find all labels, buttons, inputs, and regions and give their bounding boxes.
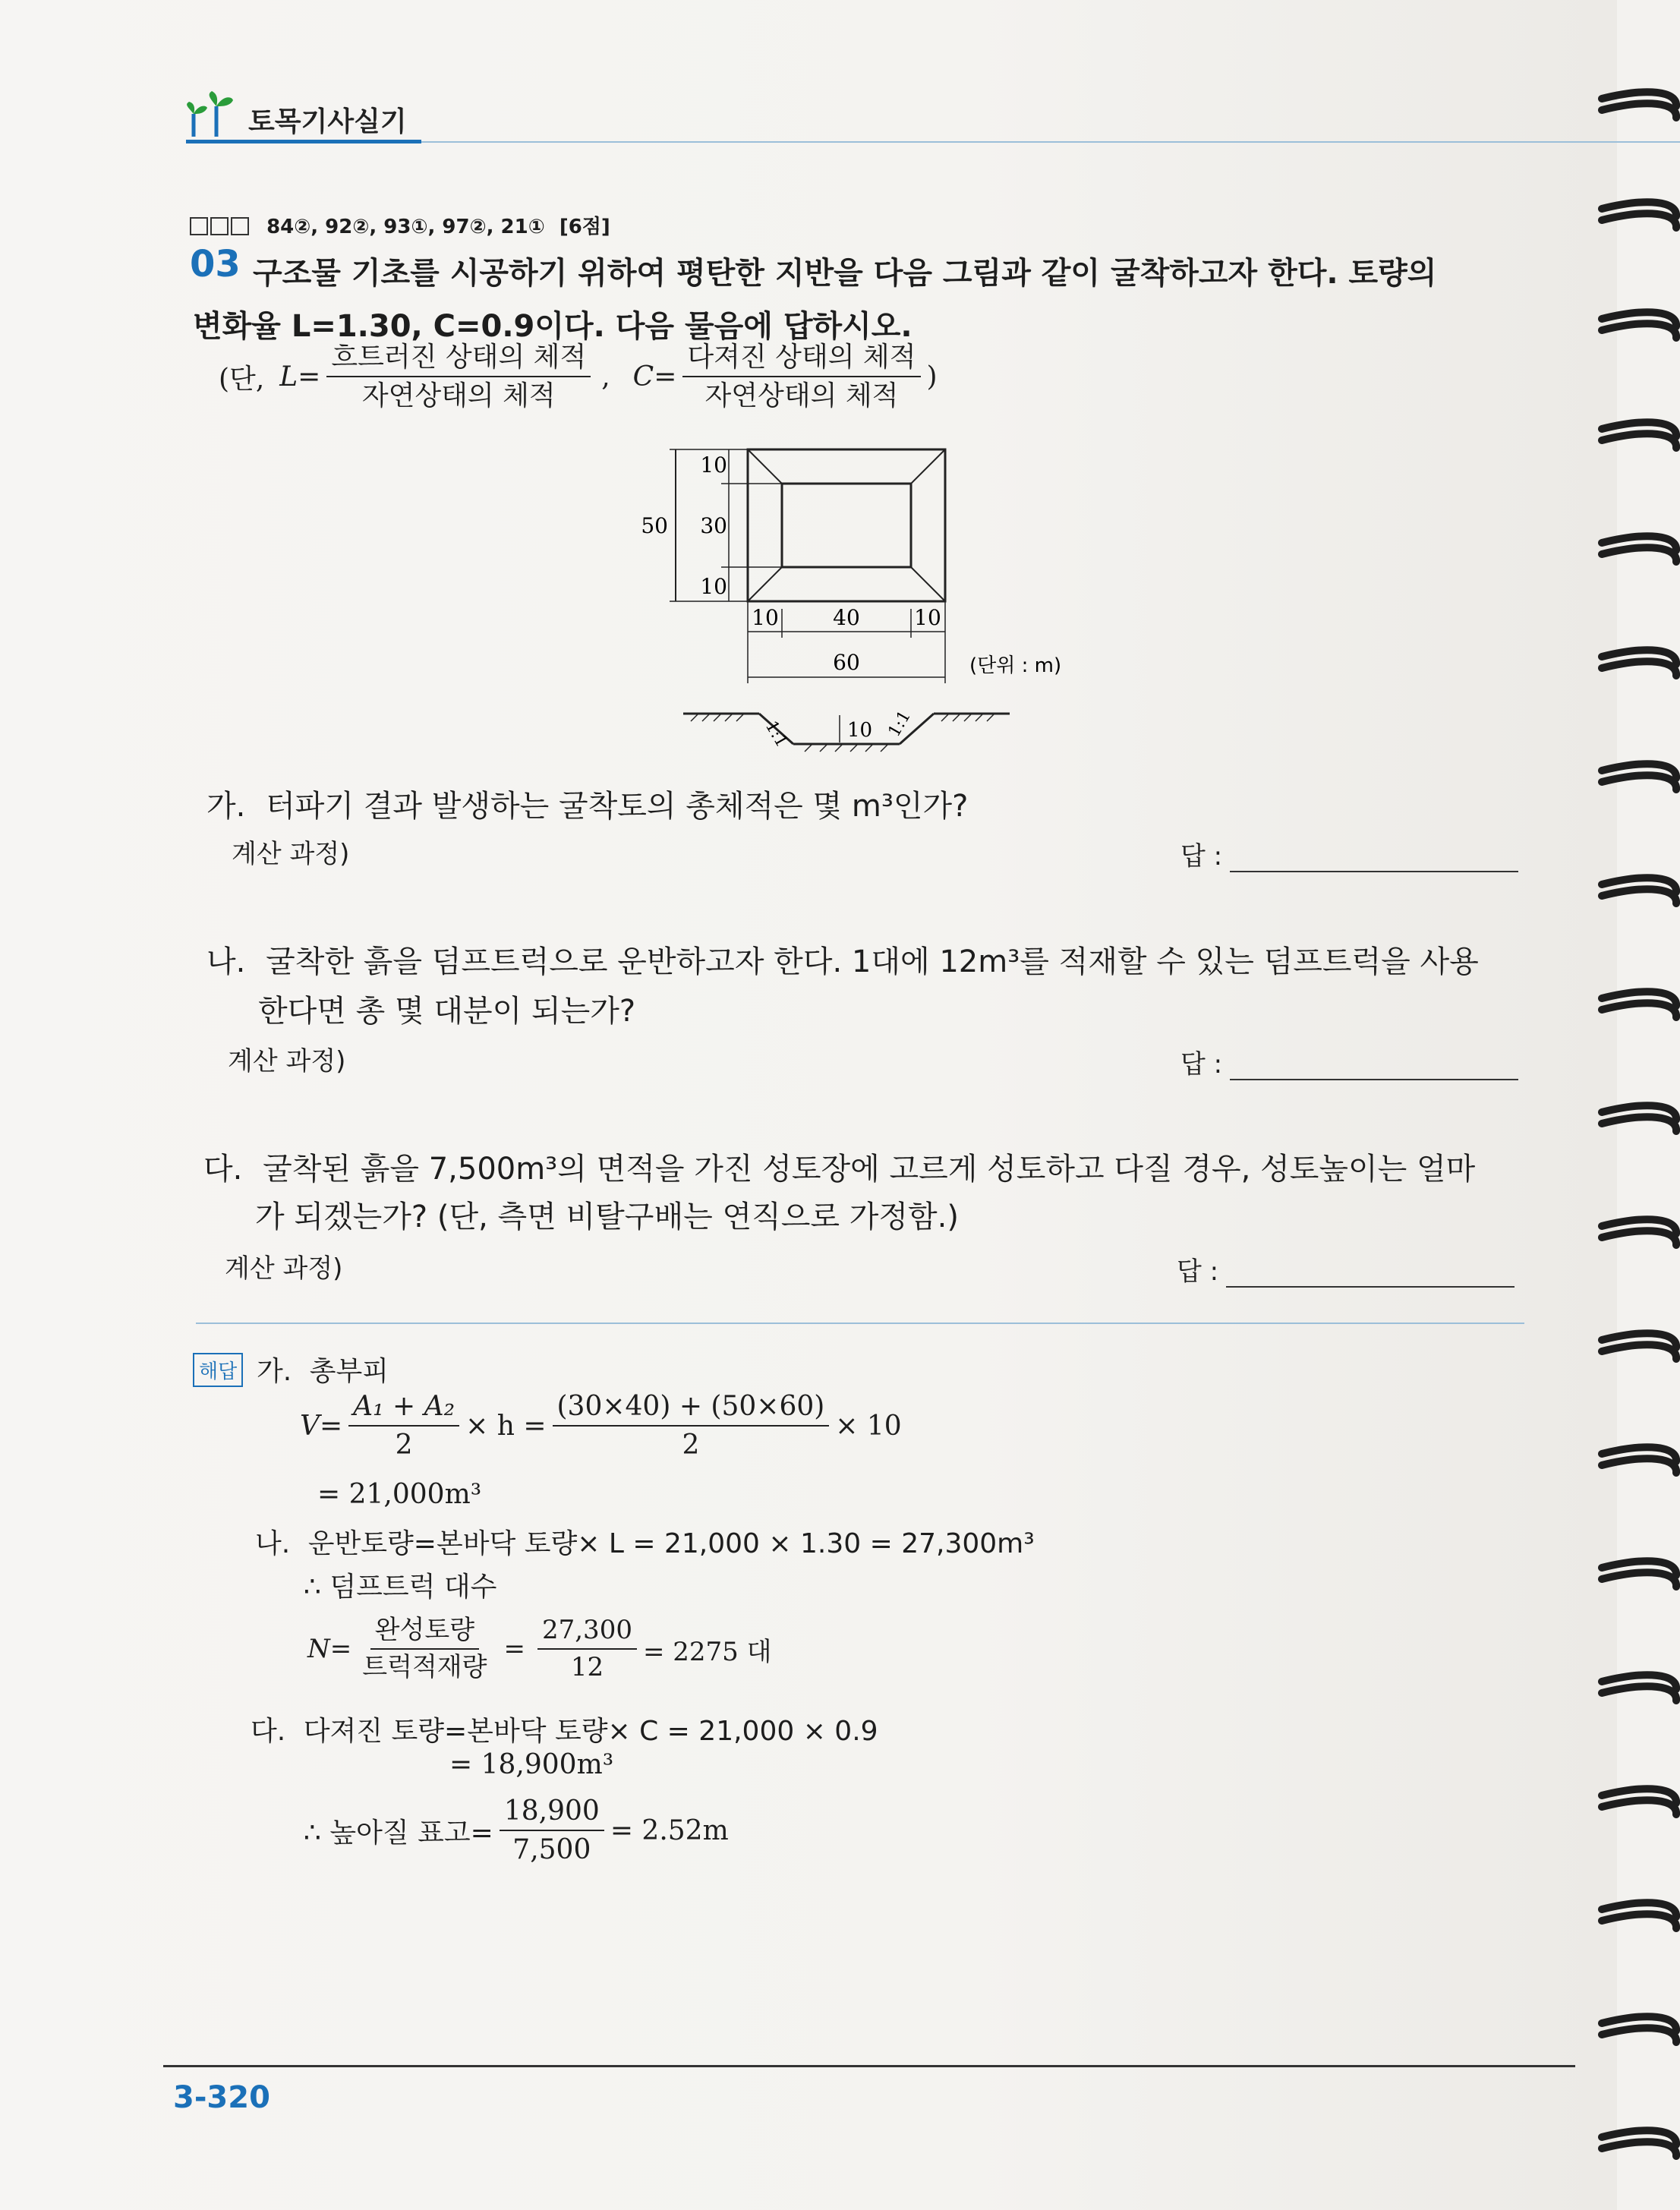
dim-top-10: 10 xyxy=(700,452,727,478)
N-symbol: N= xyxy=(307,1634,352,1665)
solution-c-text: 다져진 토량=본바닥 토량× C = 21,000 × 0.9 xyxy=(303,1716,878,1747)
checkbox-icon[interactable] xyxy=(210,217,229,235)
condition xyxy=(219,342,938,412)
solution-a-formula xyxy=(300,1391,902,1461)
L-symbol: L= xyxy=(279,361,321,393)
solution-a-header xyxy=(257,1350,389,1389)
dim-right-10: 10 xyxy=(914,605,941,630)
dim-mid-30: 30 xyxy=(700,513,727,538)
exam-history: 84②, 92②, 93①, 97②, 21① xyxy=(266,216,545,238)
depth-label: 10 xyxy=(847,719,873,742)
points: [6점] xyxy=(559,216,610,238)
excavation-figure xyxy=(630,433,1101,767)
problem-history xyxy=(190,211,610,239)
problem-statement-line2: 변화율 L=1.30, C=0.9이다. 다음 물음에 답하시오. xyxy=(193,309,912,344)
book-title: 토목기사실기 xyxy=(248,106,407,137)
height-numerator: 18,900 xyxy=(500,1795,604,1831)
value-denominator: 2 xyxy=(682,1430,700,1461)
answer-blank-b[interactable] xyxy=(1230,1058,1518,1080)
condition-prefix: (단, xyxy=(219,363,265,395)
header-rule-thick xyxy=(186,140,421,143)
area-denominator: 2 xyxy=(395,1430,413,1461)
times-10: × 10 xyxy=(835,1410,902,1442)
question-c-text1: 굴착된 흙을 7,500m³의 면적을 가진 성토장에 고르게 성토하고 다질 경우, 성토높이는 얼마 xyxy=(263,1152,1476,1187)
truck-value-fraction xyxy=(537,1616,637,1682)
truck-eq: = xyxy=(503,1634,525,1665)
truck-value-denominator: 12 xyxy=(570,1652,604,1683)
question-b-line2: 한다면 총 몇 대분이 되는가? xyxy=(258,994,636,1029)
solution-b-text: 운반토량=본바닥 토량× L = 21,000 × 1.30 = 27,300m³ xyxy=(307,1528,1035,1559)
dim-total-60: 60 xyxy=(833,650,860,675)
C-symbol: C= xyxy=(632,361,677,393)
solution-b-formula xyxy=(307,1616,771,1682)
value-fraction xyxy=(553,1391,830,1461)
question-c-line1 xyxy=(203,1145,1475,1188)
dim-total-50: 50 xyxy=(641,513,668,538)
outer-rectangle xyxy=(748,449,945,601)
question-a-label: 가. xyxy=(206,789,246,824)
solution-a-label: 가. xyxy=(257,1356,292,1387)
truck-fraction xyxy=(358,1616,491,1682)
L-denominator: 자연상태의 체적 xyxy=(361,380,556,412)
L-fraction xyxy=(326,342,591,412)
question-b-text1: 굴착한 흙을 덤프트럭으로 운반하고자 한다. 1대에 12m³를 적재할 수 있는 덤프트럭을 사용 xyxy=(266,944,1479,979)
area-numerator: A₁ + A₂ xyxy=(348,1391,459,1427)
height-fraction xyxy=(500,1795,604,1866)
spiral-coils-icon xyxy=(1594,0,1680,2210)
slope-left: 1:1 xyxy=(761,717,792,751)
truck-denominator: 트럭적재량 xyxy=(362,1652,487,1683)
height-result: = 2.52m xyxy=(610,1814,729,1846)
question-c-label: 다. xyxy=(203,1152,243,1187)
C-numerator: 다져진 상태의 체적 xyxy=(682,342,920,377)
checkbox-icon[interactable] xyxy=(190,217,208,235)
solution-c-line1 xyxy=(251,1710,878,1748)
area-fraction xyxy=(348,1391,459,1461)
height-denominator: 7,500 xyxy=(512,1834,591,1866)
header xyxy=(186,84,1522,152)
question-a-text: 터파기 결과 발생하는 굴착토의 총체적은 몇 m³인가? xyxy=(266,789,969,824)
header-rule xyxy=(421,141,1680,143)
solution-a-title: 총부피 xyxy=(309,1356,389,1387)
slope-right: 1:1 xyxy=(884,707,915,740)
answer-c xyxy=(1177,1250,1515,1288)
solution-c-formula xyxy=(304,1795,729,1866)
dim-left-10: 10 xyxy=(752,605,779,630)
truck-result: = 2275 대 xyxy=(642,1636,772,1667)
L-numerator: 흐트러진 상태의 체적 xyxy=(326,342,591,377)
condition-comma: , xyxy=(601,361,610,393)
work-label-a: 계산 과정) xyxy=(232,839,350,869)
height-label: ∴ 높아질 표고= xyxy=(304,1817,493,1849)
question-b-line1 xyxy=(206,938,1479,981)
answer-label-a: 답 : xyxy=(1180,841,1223,872)
work-label-c: 계산 과정) xyxy=(225,1253,343,1284)
problem-statement-line1: 구조물 기초를 시공하기 위하여 평탄한 지반을 다음 그림과 같이 굴착하고자 한다. 토량의 xyxy=(253,256,1437,291)
C-denominator: 자연상태의 체적 xyxy=(704,380,899,412)
solution-b-label: 나. xyxy=(255,1528,291,1559)
solution-b-line1 xyxy=(255,1522,1035,1561)
work-label-b: 계산 과정) xyxy=(228,1046,346,1077)
solution-tag: 해답 xyxy=(193,1353,243,1387)
solution-c-line2: = 18,900m³ xyxy=(449,1749,614,1780)
question-b-label: 나. xyxy=(206,944,246,979)
truck-value-numerator: 27,300 xyxy=(537,1616,637,1650)
sprout-logo-icon xyxy=(186,84,247,144)
dim-mid-40: 40 xyxy=(833,605,860,630)
value-numerator: (30×40) + (50×60) xyxy=(553,1391,830,1427)
answer-label-c: 답 : xyxy=(1177,1256,1219,1287)
condition-suffix: ) xyxy=(926,361,938,393)
solution-a-result: = 21,000m³ xyxy=(317,1479,482,1510)
solution-c-label: 다. xyxy=(251,1716,286,1747)
page-number: 3-320 xyxy=(173,2080,270,2115)
question-a xyxy=(206,782,968,825)
solution-b-therefore: ∴ 덤프트럭 대수 xyxy=(304,1572,497,1603)
answer-a xyxy=(1180,835,1518,872)
V-symbol: V= xyxy=(300,1410,343,1442)
question-c-line2: 가 되겠는가? (단, 측면 비탈구배는 연직으로 가정함.) xyxy=(255,1200,959,1234)
answer-blank-a[interactable] xyxy=(1230,850,1518,872)
C-fraction xyxy=(682,342,920,412)
answer-blank-c[interactable] xyxy=(1226,1265,1515,1288)
truck-numerator: 완성토량 xyxy=(370,1616,479,1650)
inner-rectangle xyxy=(782,484,911,567)
problem-number: 03 xyxy=(190,243,241,285)
unit-label: (단위 : m) xyxy=(969,654,1062,677)
checkbox-icon[interactable] xyxy=(231,217,249,235)
dim-bot-10: 10 xyxy=(700,574,727,599)
solution-separator xyxy=(196,1323,1524,1324)
footer-rule xyxy=(163,2065,1575,2067)
answer-b xyxy=(1180,1043,1518,1080)
answer-label-b: 답 : xyxy=(1180,1049,1223,1080)
times-h: × h = xyxy=(465,1410,547,1442)
